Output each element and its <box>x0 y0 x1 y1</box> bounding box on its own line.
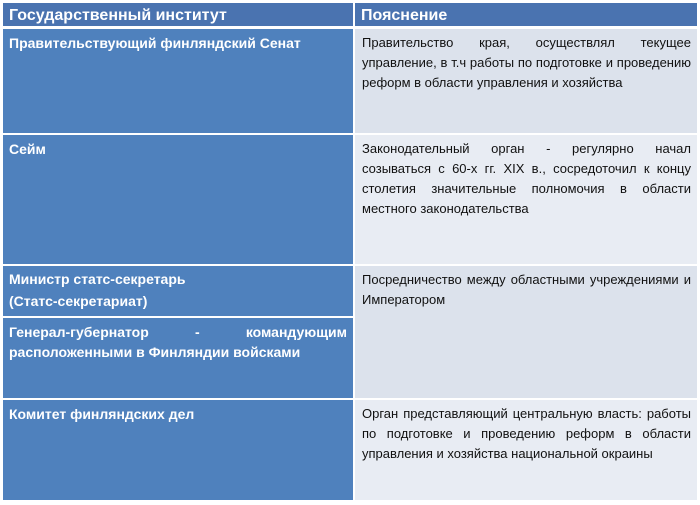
row-minister-line-1: Министр статс-секретарь <box>9 271 186 287</box>
institutions-table <box>3 3 697 502</box>
row-minister-line-2: (Статс-секретариат) <box>9 293 148 309</box>
row-committee-explanation: Орган представляющий центральную власть: работы по подготовке и проведению реформ в области управления и хозяйства национальной окраины <box>355 400 697 502</box>
header-explanation: Пояснение <box>355 3 697 29</box>
header-institution: Государственный институт <box>3 3 353 29</box>
row-senate-explanation: Правительство края, осуществлял текущее управление, в т.ч работы по подготовке и проведению реформ в области управления и хозяйства <box>355 29 697 135</box>
row-sejm-institution: Сейм <box>3 135 353 266</box>
row-senate-institution: Правительствующий финляндский Сенат <box>3 29 353 135</box>
row-minister-explanation: Посредничество между областными учреждениями и Императором <box>355 266 697 400</box>
row-governor-institution: Генерал-губернатор - командующим расположенными в Финляндии войсками <box>3 318 353 400</box>
row-sejm-explanation: Законодательный орган - регулярно начал созываться с 60-х гг. XIX в., сосредоточил к концу столетия значительные полномочия в области местного законодательства <box>355 135 697 266</box>
row-minister-institution <box>3 266 353 318</box>
row-committee-institution: Комитет финляндских дел <box>3 400 353 502</box>
column-divider <box>353 3 355 502</box>
